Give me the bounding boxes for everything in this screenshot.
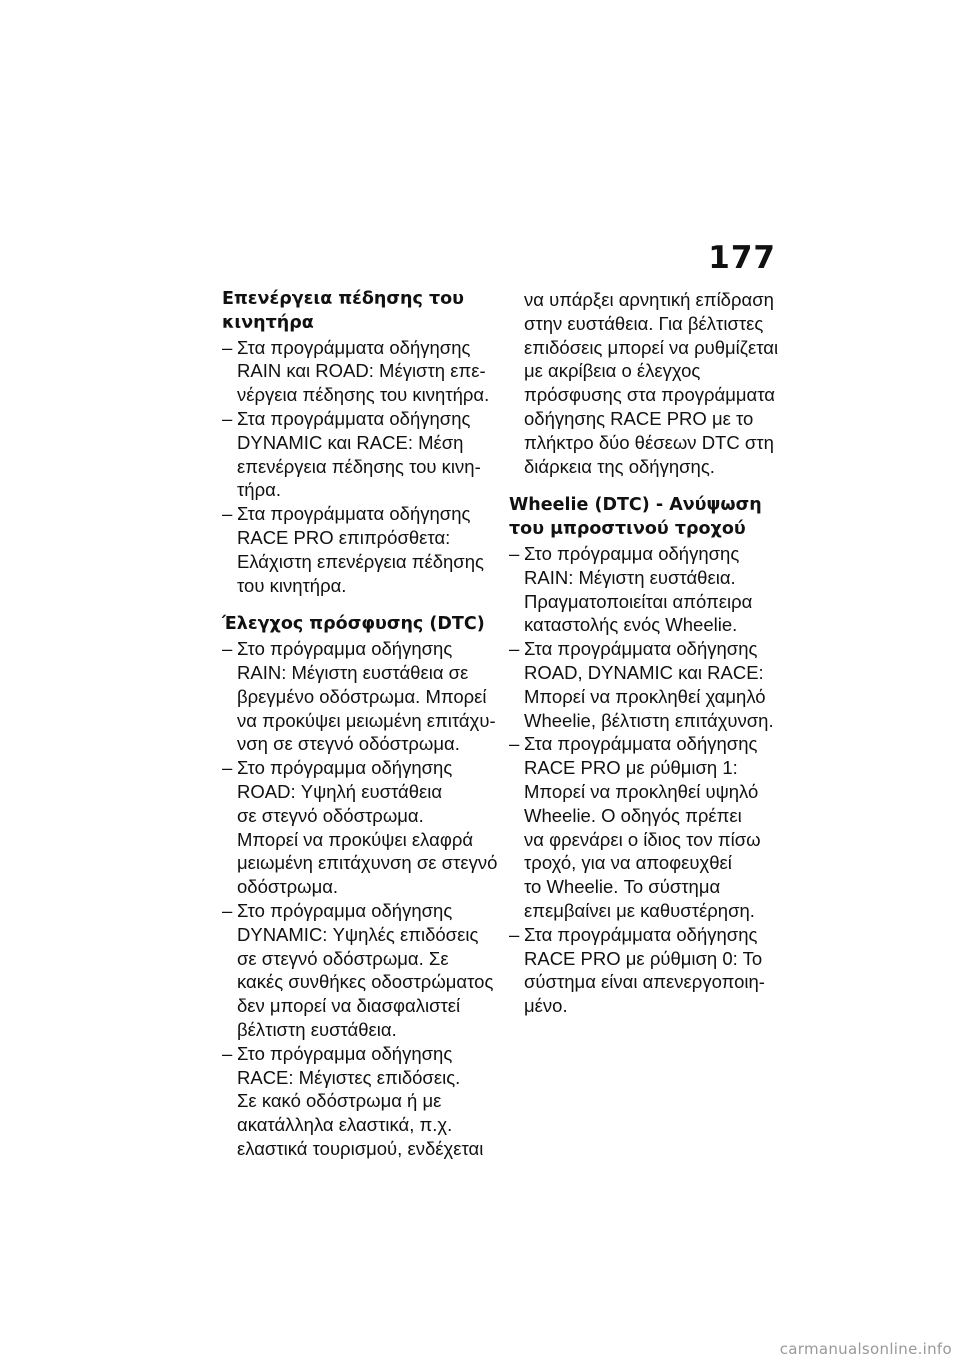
item-line: Πραγματοποιείται απόπειρα — [524, 590, 753, 612]
item-line: πλήκτρο δύο θέσεων DTC στη — [524, 431, 774, 453]
item-line: Σε κακό οδόστρωμα ή με — [237, 1090, 442, 1112]
item-line: RACE PRO με ρύθμιση 0: Το — [524, 947, 763, 969]
item-line: με ακρίβεια ο έλεγχος — [524, 360, 701, 382]
item-line: – Στο πρόγραμμα οδήγησης — [237, 757, 453, 779]
item-line: να προκύψει μειωμένη επιτάχυ- — [237, 709, 496, 731]
item-line: – Στα προγράμματα οδήγησης — [524, 923, 758, 945]
list-item — [222, 637, 494, 756]
item-line: το Wheelie. Το σύστημα — [524, 876, 721, 898]
list-item — [222, 407, 494, 502]
item-line: τήρα. — [237, 479, 281, 501]
item-line: σε στεγνό οδόστρωμα. Σε — [237, 947, 449, 969]
item-line: διάρκεια της οδήγησης. — [524, 455, 715, 477]
item-line: στην ευστάθεια. Για βέλτιστες — [524, 312, 764, 334]
item-line: – Στα προγράμματα οδήγησης — [237, 503, 471, 525]
heading-line: Wheelie (DTC) - Ανύψωση — [509, 495, 762, 516]
item-line: ROAD: Υψηλή ευστάθεια — [237, 780, 443, 802]
item-line: νση σε στεγνό οδόστρωμα. — [237, 733, 460, 755]
item-line: DYNAMIC και RACE: Μέση — [237, 431, 464, 453]
item-line: νέργεια πέδησης του κινητήρα. — [237, 384, 490, 406]
list-item — [222, 336, 494, 407]
item-line: Μπορεί να προκληθεί υψηλό — [524, 780, 759, 802]
item-line: RAIN: Μέγιστη ευστάθεια σε — [237, 661, 469, 683]
item-line: οδήγησης RACE PRO με το — [524, 407, 754, 429]
item-line: Wheelie, βέλτιστη επιτάχυνση. — [524, 709, 774, 731]
item-line: Ελάχιστη επενέργεια πέδησης — [237, 550, 484, 572]
item-line: – Στα προγράμματα οδήγησης — [524, 638, 758, 660]
continued-paragraph — [509, 288, 781, 478]
left-column — [222, 288, 498, 1161]
item-line: Wheelie. Ο οδηγός πρέπει — [524, 804, 742, 826]
item-line: κακές συνθήκες οδοστρώματος — [237, 971, 494, 993]
item-line: – Στα προγράμματα οδήγησης — [237, 336, 471, 358]
item-line: οδόστρωμα. — [237, 876, 339, 898]
item-line: – Στο πρόγραμμα οδήγησης — [237, 899, 453, 921]
section-gap — [222, 597, 494, 613]
list-item — [222, 899, 494, 1042]
item-line: καταστολής ενός Wheelie. — [524, 614, 738, 636]
item-line: επενέργεια πέδησης του κινη- — [237, 455, 481, 477]
item-line: να φρενάρει ο ίδιος τον πίσω — [524, 828, 761, 850]
item-line: – Στο πρόγραμμα οδήγησης — [237, 1042, 453, 1064]
section-heading-traction-control — [222, 613, 494, 637]
list-item — [509, 923, 781, 1018]
item-line: τροχό, για να αποφευχθεί — [524, 852, 732, 874]
heading-line: Έλεγχος πρόσφυσης (DTC) — [222, 614, 485, 635]
item-line: να υπάρξει αρνητική επίδραση — [524, 289, 774, 310]
watermark-footer: carmanualsonline.info — [779, 1340, 952, 1358]
section-heading-wheelie — [509, 494, 781, 542]
item-line: RAIN: Μέγιστη ευστάθεια. — [524, 566, 736, 588]
item-line: Μπορεί να προκληθεί χαμηλό — [524, 685, 766, 707]
item-line: – Στο πρόγραμμα οδήγησης — [237, 638, 453, 660]
section-heading-engine-braking — [222, 288, 494, 336]
item-line: του κινητήρα. — [237, 574, 347, 596]
list-item — [509, 637, 781, 732]
item-line: Μπορεί να προκύψει ελαφρά — [237, 828, 474, 850]
item-line: ROAD, DYNAMIC και RACE: — [524, 661, 764, 683]
page-number: 177 — [708, 240, 776, 276]
list-item — [222, 502, 494, 597]
heading-line: του μπροστινού τροχού — [509, 519, 746, 540]
list-item — [222, 756, 498, 899]
item-line: RACE: Μέγιστες επιδόσεις. — [237, 1066, 461, 1088]
item-line: – Στα προγράμματα οδήγησης — [237, 407, 471, 429]
item-line: επιδόσεις μπορεί να ρυθμίζεται — [524, 336, 779, 358]
heading-line: Επενέργεια πέδησης του — [222, 289, 464, 309]
item-line: μένο. — [524, 995, 568, 1017]
item-line: επεμβαίνει με καθυστέρηση. — [524, 899, 755, 921]
item-line: – Στα προγράμματα οδήγησης — [524, 733, 758, 755]
right-column — [509, 288, 781, 1018]
item-line: μειωμένη επιτάχυνση σε στεγνό — [237, 852, 498, 874]
item-line: RACE PRO με ρύθμιση 1: — [524, 757, 738, 779]
item-line: ακατάλληλα ελαστικά, π.χ. — [237, 1114, 453, 1136]
list-item — [222, 1042, 494, 1161]
item-line: ελαστικά τουρισμού, ενδέχεται — [237, 1137, 484, 1159]
list-item — [509, 542, 781, 637]
item-line: σε στεγνό οδόστρωμα. — [237, 804, 424, 826]
item-line: RAIN και ROAD: Μέγιστη επε- — [237, 360, 486, 382]
item-line: σύστημα είναι απενεργοποιη- — [524, 971, 765, 993]
item-line: RACE PRO επιπρόσθετα: — [237, 526, 451, 548]
item-line: βρεγμένο οδόστρωμα. Μπορεί — [237, 685, 487, 707]
item-line: DYNAMIC: Υψηλές επιδόσεις — [237, 923, 479, 945]
item-line: δεν μπορεί να διασφαλιστεί — [237, 995, 461, 1017]
item-line: – Στο πρόγραμμα οδήγησης — [524, 542, 740, 564]
item-line: βέλτιστη ευστάθεια. — [237, 1018, 397, 1040]
heading-line: κινητήρα — [222, 312, 314, 333]
item-line: πρόσφυσης στα προγράμματα — [524, 384, 775, 406]
section-gap — [509, 478, 781, 494]
list-item — [509, 732, 781, 922]
